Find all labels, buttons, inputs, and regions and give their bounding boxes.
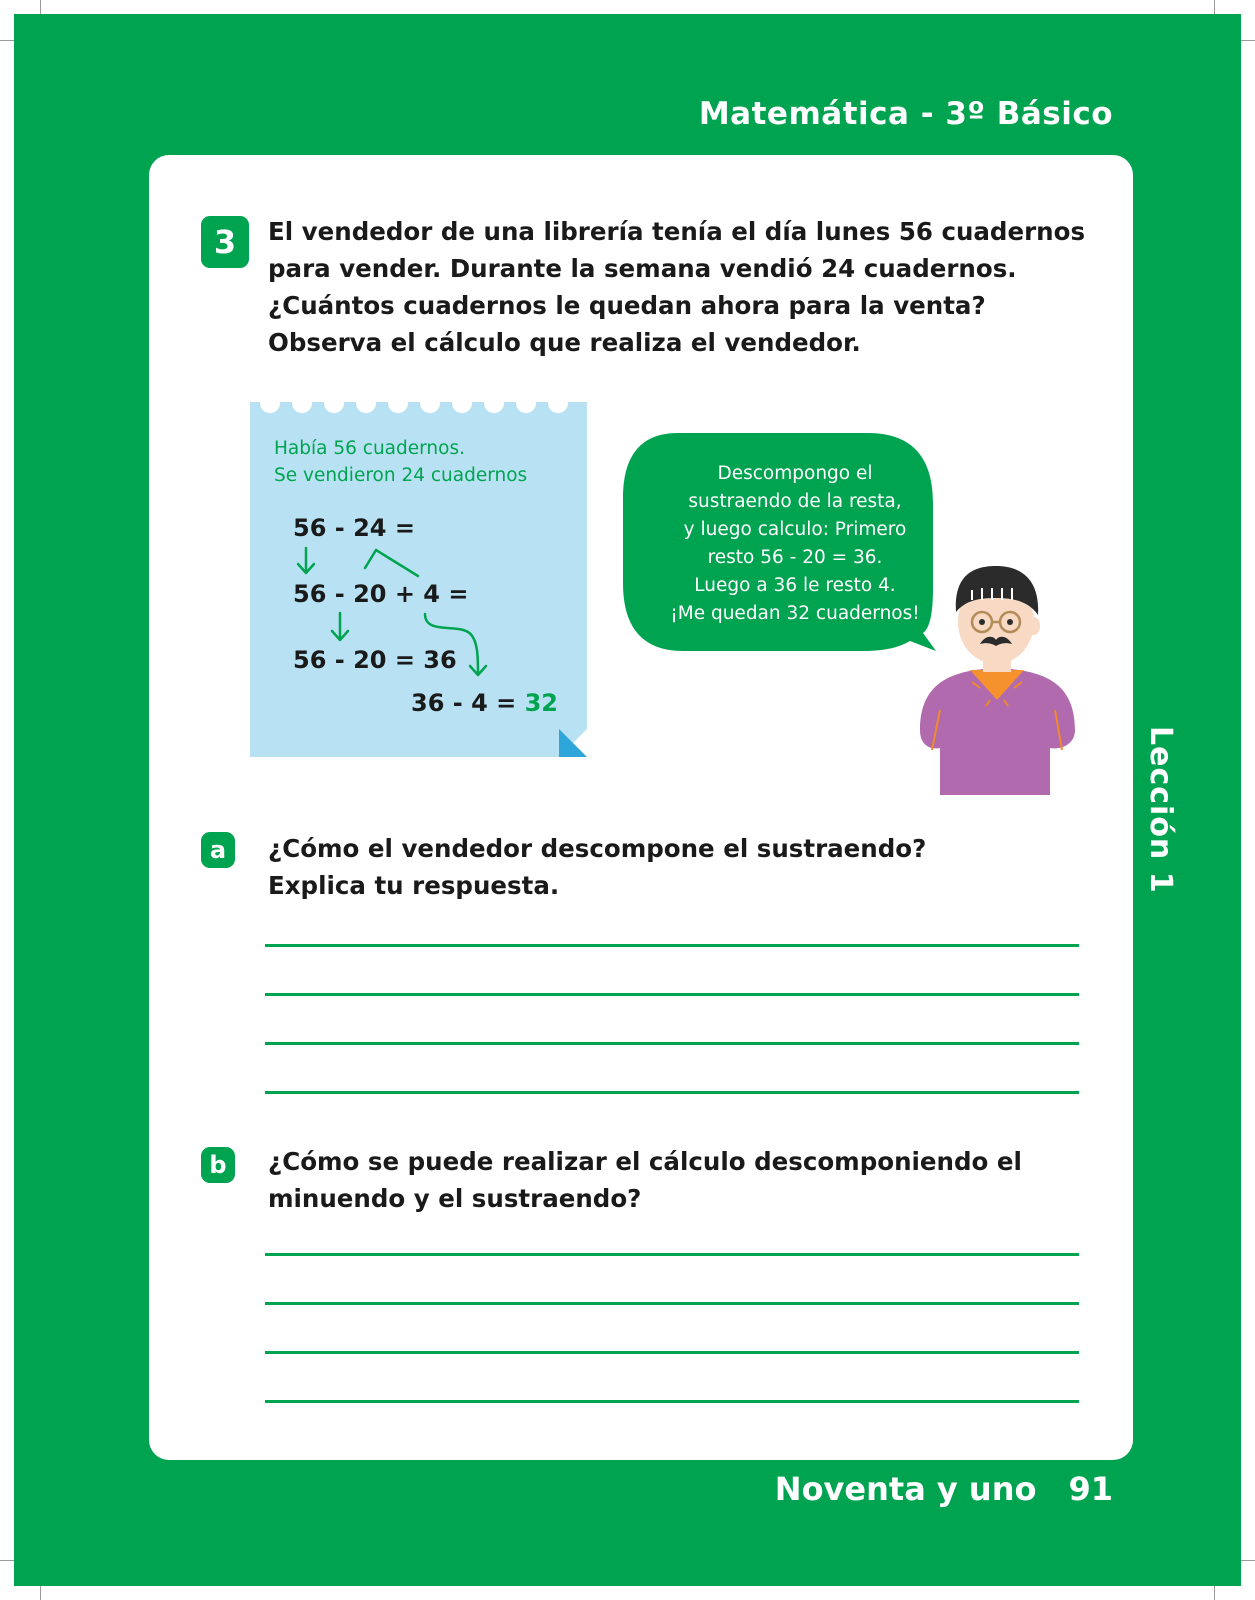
- page-number-words: Noventa y uno: [774, 1470, 1037, 1508]
- question-line: ¿Cómo se puede realizar el cálculo descomponiendo el: [268, 1147, 1022, 1176]
- seller-character-illustration: [910, 560, 1085, 800]
- calc-arrows: [250, 402, 587, 757]
- answer-line-b-1[interactable]: [265, 1253, 1079, 1256]
- speech-bubble-text: [640, 460, 950, 628]
- problem-number-badge: 3: [201, 216, 249, 268]
- arrow-down-icon: [332, 613, 348, 640]
- question-line: Explica tu respuesta.: [268, 871, 560, 900]
- curved-arrow-icon: [425, 614, 486, 675]
- note-line: Se vendieron 24 cuadernos: [274, 465, 528, 486]
- answer-line-b-4[interactable]: [265, 1400, 1079, 1403]
- page-number: 91: [1068, 1470, 1113, 1508]
- page-footer: [775, 1470, 1113, 1508]
- question-line: ¿Cómo el vendedor descompone el sustraendo?: [268, 834, 927, 863]
- bubble-line: ¡Me quedan 32 cuadernos!: [670, 603, 920, 624]
- problem-line: ¿Cuántos cuadernos le quedan ahora para la venta?: [268, 291, 986, 320]
- page-header-title: Matemática - 3º Básico: [698, 96, 1113, 132]
- decompose-lines: [365, 550, 418, 576]
- question-b-text: [268, 1143, 1022, 1217]
- problem-statement: [268, 213, 1085, 361]
- calculation-notepad: [250, 402, 587, 757]
- calc-step-4-expression: 36 - 4 =: [411, 689, 517, 717]
- bubble-line: Luego a 36 le resto 4.: [694, 575, 896, 596]
- question-a-badge: a: [201, 832, 235, 868]
- question-a-text: [268, 830, 926, 904]
- problem-line: para vender. Durante la semana vendió 24 cuadernos.: [268, 254, 1017, 283]
- bubble-line: y luego calculo: Primero: [683, 519, 907, 540]
- bubble-line: Descompongo el: [717, 463, 873, 484]
- arrow-down-icon: [298, 548, 314, 573]
- lesson-side-label: Lección 1: [1143, 726, 1178, 894]
- question-b-badge: b: [201, 1147, 235, 1183]
- problem-line: Observa el cálculo que realiza el vendedor.: [268, 328, 861, 357]
- calc-step-2: 56 - 20 + 4 =: [293, 580, 469, 608]
- bubble-line: resto 56 - 20 = 36.: [707, 547, 883, 568]
- calc-result: 32: [524, 689, 558, 717]
- note-line: Había 56 cuadernos.: [274, 438, 465, 459]
- answer-line-a-2[interactable]: [265, 993, 1079, 996]
- answer-line-a-3[interactable]: [265, 1042, 1079, 1045]
- calc-step-1: 56 - 24 =: [293, 514, 415, 542]
- bubble-line: sustraendo de la resta,: [688, 491, 902, 512]
- notepad-fold: [559, 729, 587, 757]
- calc-step-3: 56 - 20 = 36: [293, 646, 457, 674]
- answer-line-b-2[interactable]: [265, 1302, 1079, 1305]
- answer-line-b-3[interactable]: [265, 1351, 1079, 1354]
- answer-line-a-1[interactable]: [265, 944, 1079, 947]
- problem-line: El vendedor de una librería tenía el día lunes 56 cuadernos: [268, 217, 1086, 246]
- answer-line-a-4[interactable]: [265, 1091, 1079, 1094]
- question-line: minuendo y el sustraendo?: [268, 1184, 642, 1213]
